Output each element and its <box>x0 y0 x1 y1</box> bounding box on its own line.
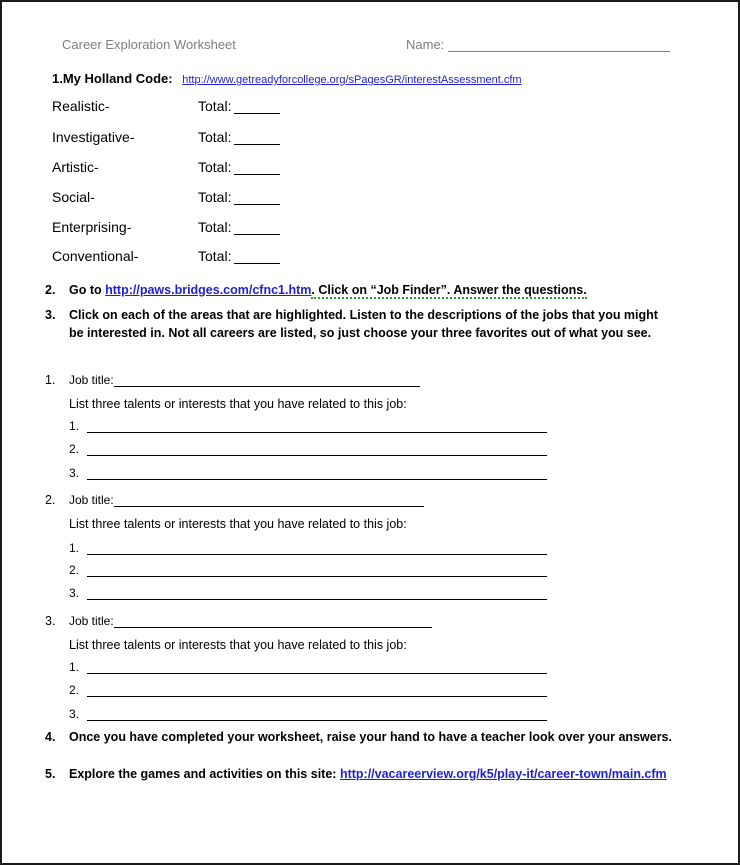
total-field-realistic[interactable]: Total: <box>198 98 280 114</box>
talent-line[interactable]: 1. <box>69 419 547 433</box>
total-field-enterprising[interactable]: Total: <box>198 219 280 235</box>
talents-prompt-3: List three talents or interests that you have related to this job: <box>69 638 407 652</box>
score-label-artistic: Artistic- <box>52 159 99 175</box>
job-title-field-2[interactable]: Job title: <box>69 493 424 507</box>
holland-code-heading <box>52 71 522 86</box>
talent-line[interactable]: 1. <box>69 660 547 674</box>
instruction-number-4: 4. <box>45 730 56 744</box>
talent-line[interactable]: 2. <box>69 563 547 577</box>
holland-code-label: 1.My Holland Code: <box>52 71 173 86</box>
document-title: Career Exploration Worksheet <box>62 37 236 52</box>
score-label-social: Social- <box>52 189 95 205</box>
talent-line[interactable]: 3. <box>69 707 547 721</box>
talent-line[interactable]: 2. <box>69 683 547 697</box>
score-label-realistic: Realistic- <box>52 98 110 114</box>
instruction-5: Explore the games and activities on this site: http://vacareerview.org/k5/play-it/career-town/main.cfm <box>69 767 667 781</box>
talent-line[interactable]: 1. <box>69 541 547 555</box>
total-field-investigative[interactable]: Total: <box>198 129 280 145</box>
total-field-social[interactable]: Total: <box>198 189 280 205</box>
score-label-conventional: Conventional- <box>52 248 139 264</box>
job-number-2: 2. <box>45 493 56 507</box>
name-blank[interactable] <box>448 39 670 52</box>
instruction-number-5: 5. <box>45 767 56 781</box>
job-title-field-3[interactable]: Job title: <box>69 614 432 628</box>
job-number-1: 1. <box>45 373 56 387</box>
score-label-investigative: Investigative- <box>52 129 135 145</box>
talents-prompt-2: List three talents or interests that you have related to this job: <box>69 517 407 531</box>
total-field-artistic[interactable]: Total: <box>198 159 280 175</box>
name-field[interactable] <box>406 37 670 52</box>
talents-prompt-1: List three talents or interests that you have related to this job: <box>69 397 407 411</box>
instruction-2: Go to http://paws.bridges.com/cfnc1.htm. Click on “Job Finder”. Answer the questions. <box>69 283 587 297</box>
job-title-field-1[interactable]: Job title: <box>69 373 420 387</box>
talent-line[interactable]: 3. <box>69 466 547 480</box>
total-field-conventional[interactable]: Total: <box>198 248 280 264</box>
instruction-number-2: 2. <box>45 283 56 297</box>
instruction-4: Once you have completed your worksheet, raise your hand to have a teacher look over your answers. <box>69 730 672 744</box>
job-number-3: 3. <box>45 614 56 628</box>
talent-line[interactable]: 3. <box>69 586 547 600</box>
instruction-3: Click on each of the areas that are highlighted. Listen to the descriptions of the jobs that you might be interested in. Not all careers are listed, so just choose your three favorites out of what you see. <box>69 308 658 340</box>
instruction-number-3: 3. <box>45 308 56 322</box>
vacareerview-link[interactable]: http://vacareerview.org/k5/play-it/career-town/main.cfm <box>339 767 667 781</box>
name-label: Name: <box>406 37 445 52</box>
paws-bridges-link[interactable]: http://paws.bridges.com/cfnc1.htm <box>105 283 312 297</box>
holland-assessment-link[interactable]: http://www.getreadyforcollege.org/sPagesGR/interestAssessment.cfm <box>182 74 522 86</box>
score-label-enterprising: Enterprising- <box>52 219 132 235</box>
talent-line[interactable]: 2. <box>69 442 547 456</box>
